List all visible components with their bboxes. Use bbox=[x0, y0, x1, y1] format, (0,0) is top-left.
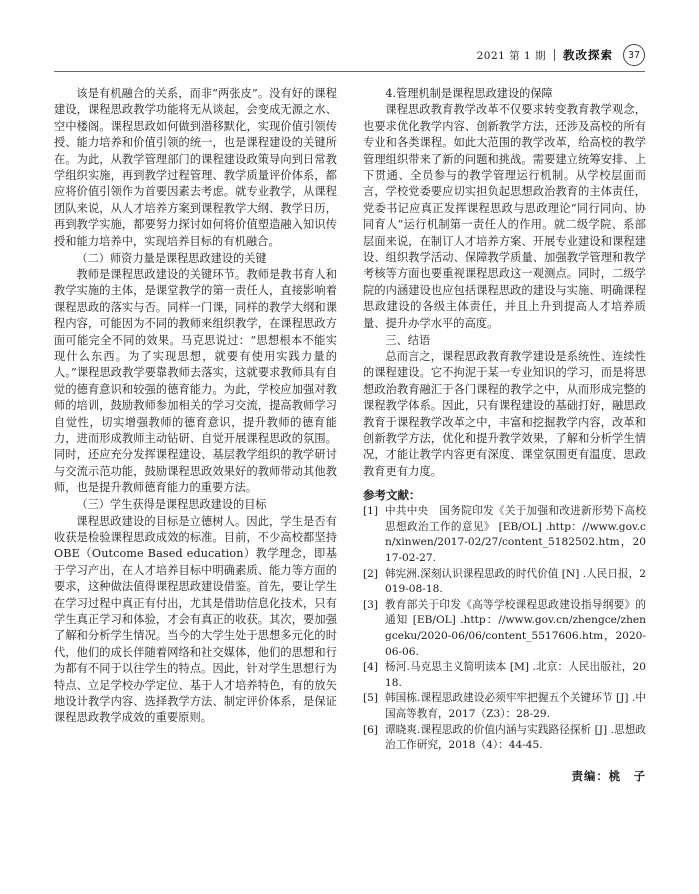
reference-text: 杨河.马克思主义简明读本 [M] .北京：人民出版社，2018. bbox=[385, 661, 646, 689]
issue-label: 2021 第 1 期 bbox=[476, 49, 546, 62]
left-column bbox=[54, 86, 337, 784]
reference-number: [2] bbox=[363, 567, 379, 580]
reference-number: [3] bbox=[363, 598, 379, 611]
reference-number: [6] bbox=[363, 723, 379, 736]
reference-number: [5] bbox=[363, 692, 379, 705]
header-divider bbox=[554, 49, 555, 61]
reference-text: 中共中央 国务院印发《关于加强和改进新形势下高校思想政治工作的意见》 [EB/OL] .http：//www.gov.cn/xinwen/2017-02/27/content_5182502.htm，2017-02-27. bbox=[385, 505, 646, 565]
subheading-2: （二）师资力量是课程思政建设的关键 bbox=[76, 251, 267, 265]
paragraph: 教师是课程思政建设的关键环节。教师是教书育人和教学实施的主体，是课堂教学的第一责任人，直接影响着课程思政的落实与否。同样一门课，同样的教学大纲和课程内容，可能因为不同的教师来组织教学，在课程思政方面可能完全不同的效果。马克思说过：“思想根本不能实现什么东西。为了实现思想，就要有使用实践力量的人。”课程思政教学要靠教师去落实，这就要求教师具有自觉的德育意识和较强的德育能力。为此，学校应加强对教师的培训，鼓励教师参加相关的学习交流，提高教师学习自觉性，切实增强教师的德育意识，提升教师的德育能力，进而形成教师主动钻研、自觉开展课程思政的氛围。同时，还应充分发挥课程建设、基层教学组织的教学研讨与交流示范功能，鼓励课程思政效果好的教师带动其他教师，也是提升教师德育能力的重要方法。 bbox=[54, 267, 337, 495]
section-heading-conclusion: 三、结语 bbox=[385, 333, 431, 347]
page-header bbox=[54, 38, 645, 72]
reference-item bbox=[363, 660, 646, 691]
reference-text: 韩宪洲.深刻认识课程思政的时代价值 [N] .人民日报，2019-08-18. bbox=[385, 567, 646, 596]
reference-item bbox=[363, 691, 646, 722]
reference-item bbox=[363, 598, 646, 660]
header-rule bbox=[54, 71, 645, 72]
reference-item bbox=[363, 504, 646, 566]
reference-text: 教育部关于印发《高等学校课程思政建设指导纲要》的通知 [EB/OL] .http：//www.gov.cn/zhengce/zhengceku/2020-06/06/content_5517606.htm，2020-06-06. bbox=[385, 598, 646, 658]
paragraph: 课程思政教育教学改革不仅要求转变教育教学观念，也要求优化教学内容、创新教学方法，还涉及高校的所有专业和各类课程。如此大范围的教学改革，给高校的教学管理组织带来了新的问题和挑战。需要建立统筹安排、上下贯通、全员参与的教学管理运行机制。从学校层面而言，学校党委要应切实担负起思想政治教育的主体责任，党委书记应真正发挥课程思政与思政理论“同行同向、协同育人”运行机制第一责任人的作用。就二级学院、系部层面来说，在制订人才培养方案、开展专业建设和课程建设、组织教学活动、保障教学质量、加强教学管理和教学考核等方面也要重视课程思政这一观测点。同时，二级学院的内涵建设也应包括课程思政的建设与实施、明确课程思政建设的各级主体责任，并且上升到提高人才培养质量、提升办学水平的高度。 bbox=[363, 103, 646, 330]
section-title: 教改探索 bbox=[563, 48, 613, 62]
reference-text: 谭晓爽.课程思政的价值内涵与实践路径探析 [J] .思想政治工作研究，2018（4）：44-45. bbox=[385, 723, 646, 752]
reference-text: 韩国栋.课程思政建设必须牢牢把握五个关键环节 [J] .中国高等教育，2017（Z3）：28-29. bbox=[385, 692, 646, 720]
subheading-3: （三）学生获得是课程思政建设的目标 bbox=[76, 498, 267, 512]
subheading-4: 4.管理机制是课程思政建设的保障 bbox=[385, 87, 553, 100]
paragraph: 总而言之，课程思政教育教学建设是系统性、连续性的课程建设。它不拘泥于某一专业知识的学习，而是将思想政治教育融汇于各门课程的教学之中，从而形成完整的课程教学体系。因此，只有课程建设的基础打好，融思政教育于课程教学改革之中，丰富和挖掘教学内容，改革和创新教学方法，优化和提升教学效果，了解和分析学生情况，才能让教学内容更有深度、课堂氛围更有温度、思政教育更有力度。 bbox=[363, 350, 646, 478]
two-column-body bbox=[54, 86, 645, 784]
reference-number: [4] bbox=[363, 661, 379, 674]
page-number: 37 bbox=[623, 44, 645, 66]
references-title: 参考文献： bbox=[363, 488, 421, 503]
editor-credit: 责编：桃 子 bbox=[571, 768, 646, 783]
reference-item bbox=[363, 723, 646, 754]
right-column bbox=[363, 86, 646, 784]
reference-number: [1] bbox=[363, 505, 379, 518]
paragraph: 课程思政建设的目标是立德树人。因此，学生是否有收获是检验课程思政成效的标准。目前，不少高校都坚持 OBE（Outcome Based education）教学理念，即基于学习产出，在人才培养目标中明确素质、能力等方面的要求，这种做法值得课程思政建设借鉴。首先，要让学生在学习过程中真正有付出，尤其是借助信息化技术，只有学生真正学习和体验，才会有真正的收获。其次，要加强了解和分析学生情况。当今的大学生处于思想多元化的时代，他们的成长伴随着网络和社交媒体，他们的思想和行为都有不同于以往学生的特点。因此，针对学生思想行为特点、立足学校办学定位、基于人才培养特色，有的放矢地设计教学内容、选择教学方法、制定评价体系，是保证课程思政教学成效的重要原则。 bbox=[54, 514, 337, 725]
reference-item bbox=[363, 567, 646, 598]
paragraph: 该是有机融合的关系，而非“两张皮”。没有好的课程建设，课程思政教学功能将无从谈起，会变成无源之水、空中楼阁。课程思政如何做到潜移默化，实现价值引领传授、能力培养和价值引领的统一，也是课程建设的关键所在。为此，从教学管理部门的课程建设政策导向到日常教学组织实施，再到教学过程管理、教学质量评价体系，都应将价值引领作为首要因素去考虑。就专业教学，从课程团队来说，从人才培养方案到课程教学大纲、教学日历，再到教学实施，都要努力探讨如何将价值塑造融入知识传授和能力培养中，实现培养目标的有机融合。 bbox=[54, 87, 337, 248]
